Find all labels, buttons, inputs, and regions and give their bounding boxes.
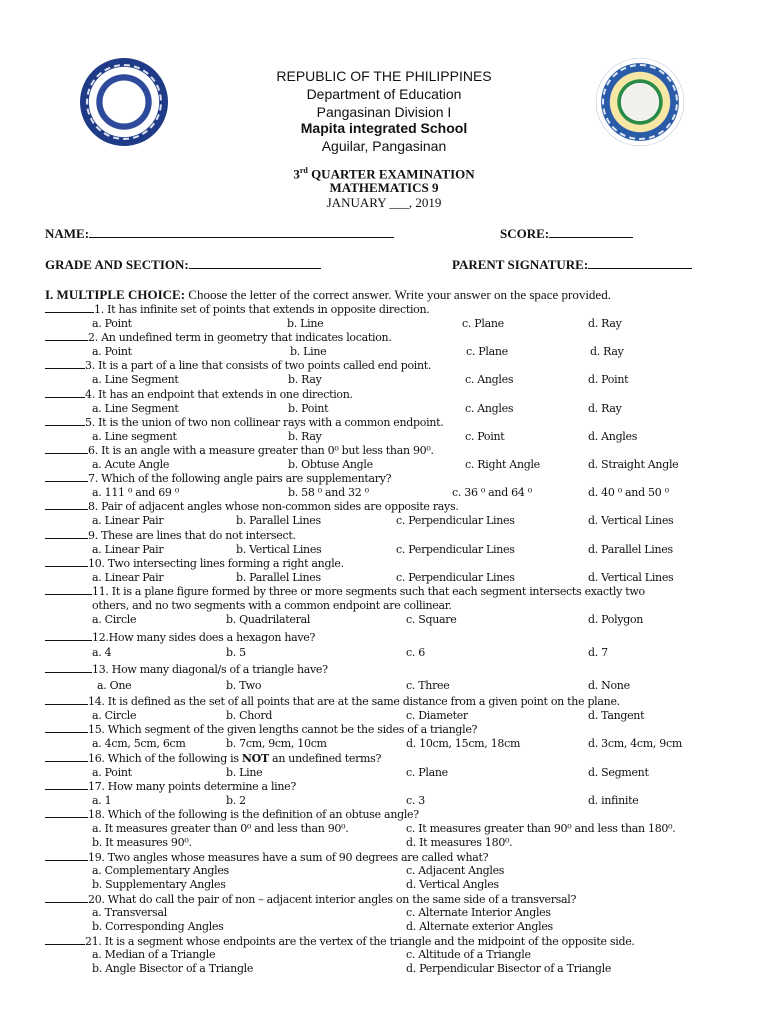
option-d: d. 7	[588, 646, 608, 659]
option-b: b. 58 ⁰ and 32 ⁰	[288, 486, 369, 499]
option-a: a. It measures greater than 0⁰ and less than 90⁰.	[92, 822, 349, 835]
option-a: a. Linear Pair	[92, 571, 164, 584]
answer-blank[interactable]	[45, 662, 92, 673]
question-16: 16. Which of the following is NOT an undefined terms?	[45, 751, 381, 765]
option-b: b. Obtuse Angle	[288, 458, 373, 471]
question-20: 20. What do call the pair of non – adjacent interior angles on the same side of a transversal?	[45, 892, 576, 906]
answer-blank[interactable]	[45, 722, 88, 733]
question-11-continued: others, and no two segments with a common endpoint are collinear.	[92, 599, 452, 612]
answer-blank[interactable]	[45, 584, 92, 595]
option-d: d. Ray	[588, 317, 622, 330]
option-d: d. Vertical Angles	[406, 878, 499, 891]
option-c: c. Alternate Interior Angles	[406, 906, 551, 919]
answer-blank[interactable]	[45, 751, 88, 762]
option-c: c. Square	[406, 613, 457, 626]
option-c: c. Point	[465, 430, 505, 443]
name-field: NAME:	[45, 226, 394, 242]
answer-blank[interactable]	[45, 302, 94, 313]
option-c: c. Diameter	[406, 709, 468, 722]
score-field: SCORE:	[500, 226, 633, 242]
option-c: c. 36 ⁰ and 64 ⁰	[452, 486, 532, 499]
option-d: d. Alternate exterior Angles	[406, 920, 553, 933]
option-c: c. Angles	[465, 373, 514, 386]
question-9: 9. These are lines that do not intersect.	[45, 528, 296, 542]
option-d: d. It measures 180⁰.	[406, 836, 513, 849]
option-a: a. Complementary Angles	[92, 864, 229, 877]
option-a: a. 4	[92, 646, 112, 659]
option-a: a. Line segment	[92, 430, 177, 443]
question-10: 10. Two intersecting lines forming a right angle.	[45, 556, 344, 570]
option-a: a. Circle	[92, 613, 137, 626]
option-a: a. 4cm, 5cm, 6cm	[92, 737, 186, 750]
header-division: Pangasinan Division I	[316, 104, 452, 120]
option-a: a. Circle	[92, 709, 137, 722]
exam-subject: MATHEMATICS 9	[329, 180, 439, 195]
option-a: a. Linear Pair	[92, 543, 164, 556]
question-14: 14. It is defined as the set of all points that are at the same distance from a given point on the plane.	[45, 694, 620, 708]
option-d: d. Point	[588, 373, 629, 386]
option-c: c. Adjacent Angles	[406, 864, 505, 877]
option-b: b. Line	[226, 766, 263, 779]
option-b: b. Two	[226, 679, 262, 692]
question-6: 6. It is an angle with a measure greater than 0⁰ but less than 90⁰.	[45, 443, 434, 457]
question-13: 13. How many diagonal/s of a triangle have?	[45, 662, 328, 676]
option-c: c. Perpendicular Lines	[396, 571, 515, 584]
answer-blank[interactable]	[45, 779, 88, 790]
option-a: a. One	[97, 679, 132, 692]
question-18: 18. Which of the following is the definition of an obtuse angle?	[45, 807, 419, 821]
question-19: 19. Two angles whose measures have a sum of 90 degrees are called what?	[45, 850, 488, 864]
option-c: c. Angles	[465, 402, 514, 415]
option-a: a. Median of a Triangle	[92, 948, 216, 961]
answer-blank[interactable]	[45, 330, 88, 341]
option-d: d. Parallel Lines	[588, 543, 673, 556]
option-a: a. Point	[92, 345, 132, 358]
question-15: 15. Which segment of the given lengths cannot be the sides of a triangle?	[45, 722, 477, 736]
header-republic: REPUBLIC OF THE PHILIPPINES	[276, 68, 492, 84]
option-b: b. 7cm, 9cm, 10cm	[226, 737, 327, 750]
option-b: b. Parallel Lines	[236, 571, 321, 584]
option-c: c. Perpendicular Lines	[396, 514, 515, 527]
question-2: 2. An undefined term in geometry that indicates location.	[45, 330, 392, 344]
option-b: b. Corresponding Angles	[92, 920, 224, 933]
option-c: c. 6	[406, 646, 425, 659]
answer-blank[interactable]	[45, 499, 88, 510]
header-school: Mapita integrated School	[300, 120, 468, 136]
question-7: 7. Which of the following angle pairs are supplementary?	[45, 471, 391, 485]
section-instruction: I. MULTIPLE CHOICE: Choose the letter of the correct answer. Write your answer on the space provided.	[45, 287, 611, 302]
header-department: Department of Education	[306, 86, 462, 102]
option-c: c. 3	[406, 794, 425, 807]
option-a: a. Linear Pair	[92, 514, 164, 527]
option-b: b. Line	[287, 317, 324, 330]
grade-section-field: GRADE AND SECTION:	[45, 257, 321, 273]
option-a: a. Acute Angle	[92, 458, 170, 471]
answer-blank[interactable]	[45, 630, 92, 641]
option-b: b. 2	[226, 794, 246, 807]
option-b: b. Vertical Lines	[236, 543, 322, 556]
question-17: 17. How many points determine a line?	[45, 779, 296, 793]
option-c: c. Plane	[466, 345, 508, 358]
header-location: Aguilar, Pangasinan	[321, 138, 447, 154]
option-a: a. 1	[92, 794, 112, 807]
parent-signature-blank[interactable]	[588, 257, 692, 269]
answer-blank[interactable]	[45, 415, 85, 426]
option-b: b. Parallel Lines	[236, 514, 321, 527]
option-b: b. Line	[290, 345, 327, 358]
option-d: d. 3cm, 4cm, 9cm	[588, 737, 682, 750]
answer-blank[interactable]	[45, 694, 88, 705]
option-b: b. Point	[288, 402, 329, 415]
answer-blank[interactable]	[45, 892, 88, 903]
exam-title: 3rd QUARTER EXAMINATION	[293, 166, 475, 182]
answer-blank[interactable]	[45, 556, 88, 567]
question-21: 21. It is a segment whose endpoints are the vertex of the triangle and the midpoint of the opposite side.	[45, 934, 635, 948]
question-12: 12.How many sides does a hexagon have?	[45, 630, 315, 644]
option-a: a. Point	[92, 766, 132, 779]
option-c: d. 10cm, 15cm, 18cm	[406, 737, 521, 750]
option-a: a. Line Segment	[92, 402, 179, 415]
option-b: b. Supplementary Angles	[92, 878, 226, 891]
option-d: d. 40 ⁰ and 50 ⁰	[588, 486, 669, 499]
option-d: d. Ray	[588, 402, 622, 415]
answer-blank[interactable]	[45, 471, 88, 482]
option-d: d. Vertical Lines	[588, 514, 674, 527]
option-b: b. Quadrilateral	[226, 613, 311, 626]
question-1: 1. It has infinite set of points that extends in opposite direction.	[45, 302, 430, 316]
question-8: 8. Pair of adjacent angles whose non-common sides are opposite rays.	[45, 499, 459, 513]
grade-section-blank[interactable]	[189, 257, 321, 269]
answer-blank[interactable]	[45, 387, 85, 398]
option-d: d. Perpendicular Bisector of a Triangle	[406, 962, 612, 975]
answer-blank[interactable]	[45, 934, 85, 945]
exam-date: JANUARY ___, 2019	[326, 195, 442, 210]
answer-blank[interactable]	[45, 358, 85, 369]
option-a: a. Point	[92, 317, 132, 330]
option-c: c. Plane	[406, 766, 448, 779]
answer-blank[interactable]	[45, 807, 88, 818]
option-d: d. None	[588, 679, 630, 692]
question-3: 3. It is a part of a line that consists of two points called end point.	[45, 358, 431, 372]
option-a: a. 111 ⁰ and 69 ⁰	[92, 486, 179, 499]
question-5: 5. It is the union of two non collinear rays with a common endpoint.	[45, 415, 443, 429]
option-d: d. Vertical Lines	[588, 571, 674, 584]
score-blank[interactable]	[549, 226, 633, 238]
option-a: a. Transversal	[92, 906, 167, 919]
answer-blank[interactable]	[45, 443, 88, 454]
name-blank[interactable]	[89, 226, 394, 238]
option-d: d. Polygon	[588, 613, 644, 626]
question-11: 11. It is a plane figure formed by three or more segments such that each segment intersects exactly two	[45, 584, 645, 598]
option-c: c. It measures greater than 90⁰ and less than 180⁰.	[406, 822, 676, 835]
option-a: a. Line Segment	[92, 373, 179, 386]
option-c: c. Altitude of a Triangle	[406, 948, 531, 961]
option-d: d. Segment	[588, 766, 649, 779]
answer-blank[interactable]	[45, 850, 88, 861]
option-d: d. Tangent	[588, 709, 645, 722]
option-c: c. Three	[406, 679, 450, 692]
option-d: d. Straight Angle	[588, 458, 679, 471]
option-b: b. 5	[226, 646, 246, 659]
parent-signature-field: PARENT SIGNATURE:	[452, 257, 692, 273]
option-c: c. Perpendicular Lines	[396, 543, 515, 556]
option-b: b. Ray	[288, 373, 322, 386]
option-b: b. It measures 90⁰.	[92, 836, 192, 849]
option-c: c. Plane	[462, 317, 504, 330]
option-c: c. Right Angle	[465, 458, 540, 471]
option-d: d. infinite	[588, 794, 639, 807]
question-4: 4. It has an endpoint that extends in one direction.	[45, 387, 353, 401]
option-d: d. Ray	[590, 345, 624, 358]
option-b: b. Ray	[288, 430, 322, 443]
option-b: b. Chord	[226, 709, 273, 722]
option-b: b. Angle Bisector of a Triangle	[92, 962, 254, 975]
option-d: d. Angles	[588, 430, 638, 443]
answer-blank[interactable]	[45, 528, 88, 539]
